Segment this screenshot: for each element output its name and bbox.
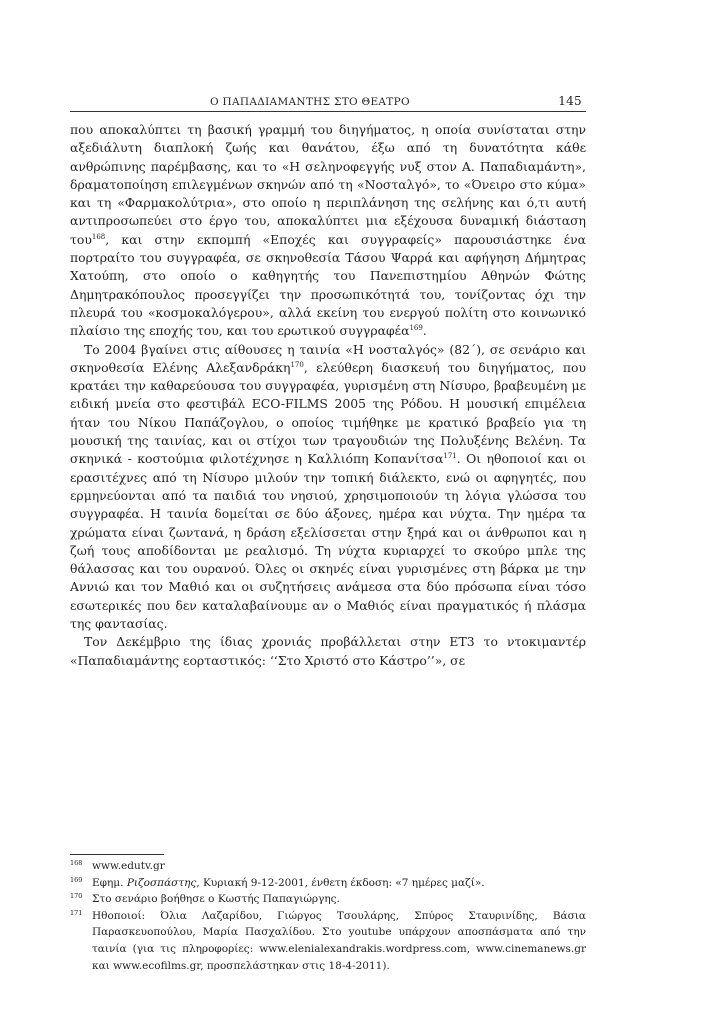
paragraph bbox=[70, 633, 586, 670]
footnote-number: 168 bbox=[70, 859, 83, 867]
paragraph bbox=[70, 121, 586, 341]
page-number: 145 bbox=[558, 94, 582, 108]
running-title: Ο ΠΑΠΑΔΙΑΜΑΝΤΗΣ ΣΤΟ ΘΕΑΤΡΟ bbox=[210, 96, 410, 108]
running-header bbox=[70, 93, 586, 112]
footnote bbox=[70, 891, 586, 908]
footnote-text: Εφημ. bbox=[92, 876, 127, 889]
footnote bbox=[70, 858, 586, 875]
footnote bbox=[70, 875, 586, 892]
paragraph bbox=[70, 341, 586, 634]
footnote-number: 169 bbox=[70, 875, 83, 884]
footnote-text: www.edutv.gr bbox=[92, 860, 165, 872]
text-run: , και στην εκπομπή «Εποχές και συγγραφείς» παρουσιάστηκε ένα πορτραίτο του συγγραφέα, σε σκηνοθεσία Τάσου Ψαρρά και αφήγηση Δήμητρας Χατούπη, στο οποίο ο καθηγητής του Πανεπιστημίου Αθηνών Φώτης Δημητρακόπουλος προσεγγίζει την προσωπικότητά του, τονίζοντας όχι την πλευρά του «κοσμοκαλόγερου», αλλά εκείνη του ενεργού πολίτη στο κοινωνικό πλαίσιο της εποχής του, και του ερωτικού συγγραφέα bbox=[70, 231, 586, 339]
footnote-separator bbox=[70, 854, 164, 855]
text-run: που αποκαλύπτει τη βασική γραμμή του διηγήματος, η οποία συνίσταται στην αξεδιάλυτη διαπλοκή ζωής και θανάτου, έξω από τη δυνατότητα κάθε ανθρώπινης παρέμβασης, και το «Η σεληνοφεγγής νυξ στον Α. Παπαδιαμάντη», δραματοποίηση επιλεγμένων σκηνών από τη «Νοσταλγό», το «Όνειρο στο κύμα» και τη «Φαρμακολύτρια», στο οποίο η περιπλάνηση της σελήνης και ό,τι αυτή αντιπροσωπεύει στο έργο του, αποκαλύπτει μια εξέχουσα δυναμική διάσταση του bbox=[70, 122, 586, 247]
text-run: . bbox=[422, 323, 427, 339]
newspaper-title: Ριζοσπάστης bbox=[126, 876, 197, 889]
footnote-ref: 168 bbox=[91, 232, 106, 241]
text-run: . Οι ηθοποιοί και οι ερασιτέχνες από τη Νίσυρο μιλούν την τοπική διάλεκτο, ενώ οι αφηγητές, που ερμηνεύονται από τα παιδιά του νησιού, χρησιμοποιούν τη λόγια γλώσσα του συγγραφέα. Η ταινία δομείται σε δύο άξονες, ημέρα και νύχτα. Την ημέρα τα χρώματα είναι ζωντανά, η δράση εξελίσσεται στην ξηρά και οι άνθρωποι και η ζωή τους αποδίδονται με ρεαλισμό. Τη νύχτα κυριαρχεί το σκούρο μπλε της θάλασσας και του ουρανού. Όλες οι σκηνές είναι γυρισμένες στη βάρκα με την Αννιώ και τον Μαθιό και οι συζητήσεις ανάμεσα στα δύο πρόσωπα είναι τόσο εσωτερικές που δεν καταλαβαίνουμε αν ο Μαθιός είναι πραγματικός ή πλάσμα της φαντασίας. bbox=[70, 451, 586, 632]
footnote-number: 171 bbox=[70, 908, 83, 917]
footnote-ref: 171 bbox=[443, 452, 457, 461]
footnote-text: Στο σενάριο βοήθησε ο Κωστής Παπαγιώργης. bbox=[92, 893, 340, 906]
footnote-text: , Κυριακή 9-12-2001, ένθετη έκδοση: «7 ημέρες μαζί». bbox=[196, 876, 485, 889]
text-run: Τον Δεκέμβριο της ίδιας χρονιάς προβάλλεται στην ΕΤ3 το ντοκιμαντέρ «Παπαδιαμάντης εορταστικός: ‘‘Στο Χριστό στο Κάστρο’’», σε bbox=[70, 634, 586, 668]
text-run: , ελεύθερη διασκευή του διηγήματος, που κρατάει την καθαρεύουσα του συγγραφέα, γυρισμένη στη Νίσυρο, βραβευμένη με ειδική μνεία στο φεστιβάλ ECO-FILMS 2005 της Ρόδου. Η μουσική επιμέλεια ήταν του Νίκου Παπάζογλου, ο οποίος τιμήθηκε με κρατικό βραβείο για τη μουσική της ταινίας, και οι στίχοι των τραγουδιών της Πολυξένης Βελένη. Τα σκηνικά - κοστούμια φιλοτέχνησε η Καλλιόπη Κοπανίτσα bbox=[70, 359, 587, 467]
footnotes bbox=[70, 858, 586, 974]
main-text bbox=[70, 121, 586, 670]
footnote-text: Ηθοποιοί: Όλια Λαζαρίδου, Γιώργος Τσουλάρης, Σπύρος Σταυρινίδης, Βάσια Παρασκευοπούλου, Μαρία Πασχαλίδου. Στο youtube υπάρχουν αποσπάσματα από την ταινία (για τις πληροφορίες: www.elenialexandrakis.wordpress.com, www.cinemanews.gr και www.ecofilms.gr, προσπελάστηκαν στις 18-4-2011). bbox=[92, 909, 586, 972]
text-run: Το 2004 βγαίνει στις αίθουσες η ταινία «Η νοσταλγός» (82΄), σε σενάριο και σκηνοθεσία Ελένης Αλεξανδράκη bbox=[70, 341, 586, 375]
footnote-ref: 169 bbox=[409, 324, 423, 333]
footnote bbox=[70, 908, 586, 974]
footnote-ref: 170 bbox=[290, 360, 304, 369]
footnote-number: 170 bbox=[70, 892, 83, 901]
